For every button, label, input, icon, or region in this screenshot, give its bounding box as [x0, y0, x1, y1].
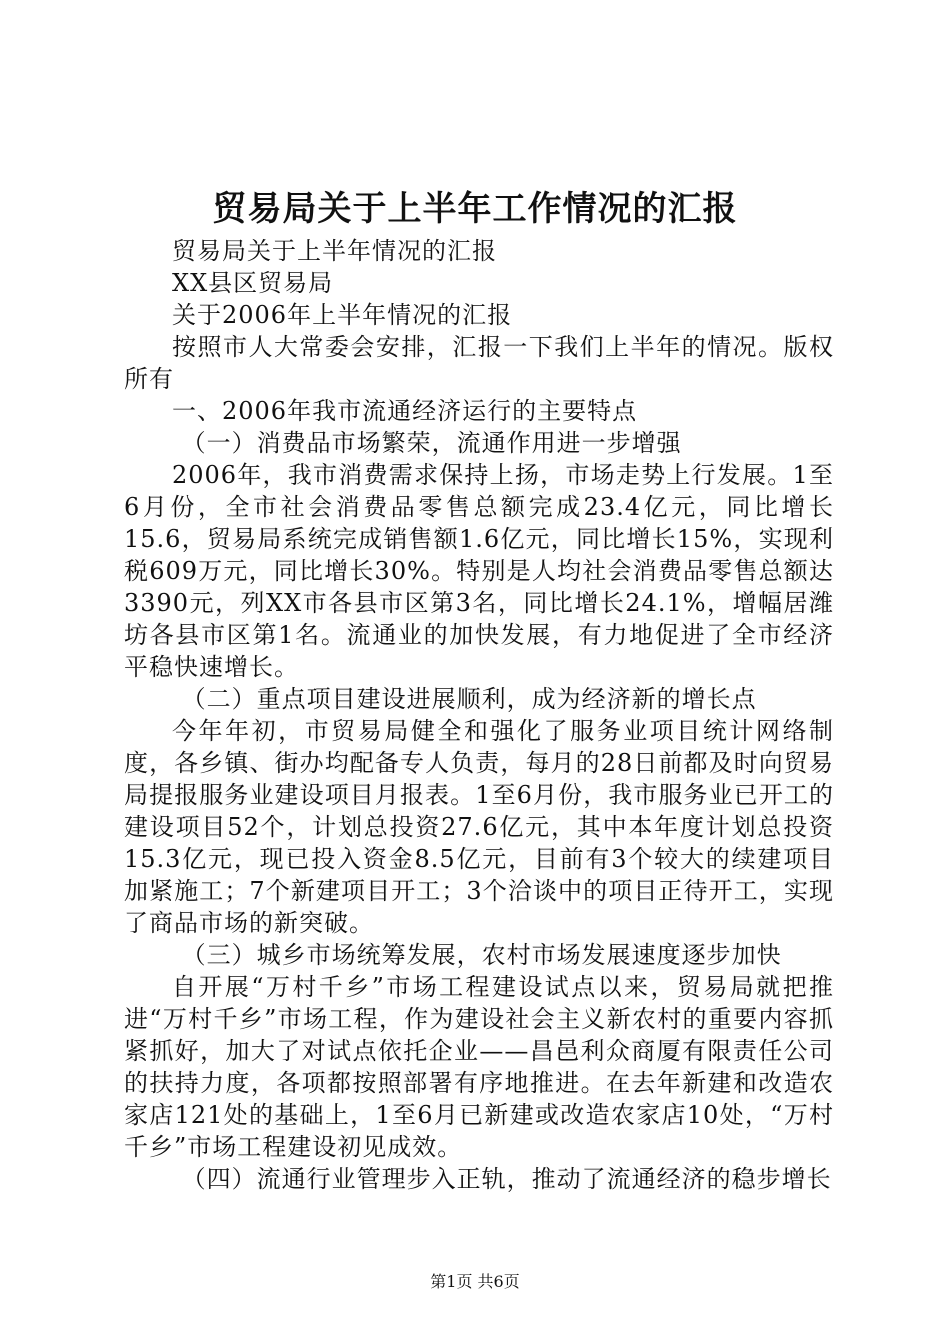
document-body: [124, 235, 834, 1195]
paragraph-heading: 贸易局关于上半年情况的汇报: [172, 237, 497, 265]
section-heading-1: 一、2006年我市流通经济运行的主要特点: [172, 397, 638, 425]
subsection-heading-4: （四）流通行业管理步入正轨，推动了流通经济的稳步增长: [181, 1165, 832, 1193]
document-title: 贸易局关于上半年工作情况的汇报: [212, 189, 738, 229]
paragraph-rural-market: 自开展“万村千乡”市场工程建设试点以来，贸易局就把推进“万村千乡”市场工程，作为建设社会主义新农村的重要内容抓紧抓好，加大了对试点依托企业——昌邑利众商厦有限责任公司的扶持力度，各项都按照部署有序地推进。在去年新建和改造农家店121处的基础上，1至6月已新建或改造农家店10处，“万村千乡”市场工程建设初见成效。: [124, 973, 834, 1161]
subsection-heading-2: （二）重点项目建设进展顺利，成为经济新的增长点: [181, 685, 757, 713]
subsection-heading-1: （一）消费品市场繁荣，流通作用进一步增强: [181, 429, 682, 457]
paragraph-organization: XX县区贸易局: [172, 269, 334, 297]
paragraph-consumer-market: 2006年，我市消费需求保持上扬，市场走势上行发展。1至6月份，全市社会消费品零售总额完成23.4亿元，同比增长15.6，贸易局系统完成销售额1.6亿元，同比增长15%，实现利税609万元，同比增长30%。特别是人均社会消费品零售总额达3390元，列XX市各县市区第3名，同比增长24.1%，增幅居潍坊各县市区第1名。流通业的加快发展，有力地促进了全市经济平稳快速增长。: [124, 461, 834, 681]
paragraph-intro: 按照市人大常委会安排，汇报一下我们上半年的情况。版权所有: [124, 333, 834, 393]
paragraph-key-projects: 今年年初，市贸易局健全和强化了服务业项目统计网络制度，各乡镇、街办均配备专人负责，每月的28日前都及时向贸易局提报服务业建设项目月报表。1至6月份，我市服务业已开工的建设项目52个，计划总投资27.6亿元，其中本年度计划总投资15.3亿元，现已投入资金8.5亿元，目前有3个较大的续建项目加紧施工；7个新建项目开工；3个洽谈中的项目正待开工，实现了商品市场的新突破。: [124, 717, 834, 937]
subsection-heading-3: （三）城乡市场统筹发展，农村市场发展速度逐步加快: [181, 941, 782, 969]
page-number-footer: 第1页 共6页: [430, 1272, 520, 1291]
paragraph-subtitle: 关于2006年上半年情况的汇报: [172, 301, 513, 329]
